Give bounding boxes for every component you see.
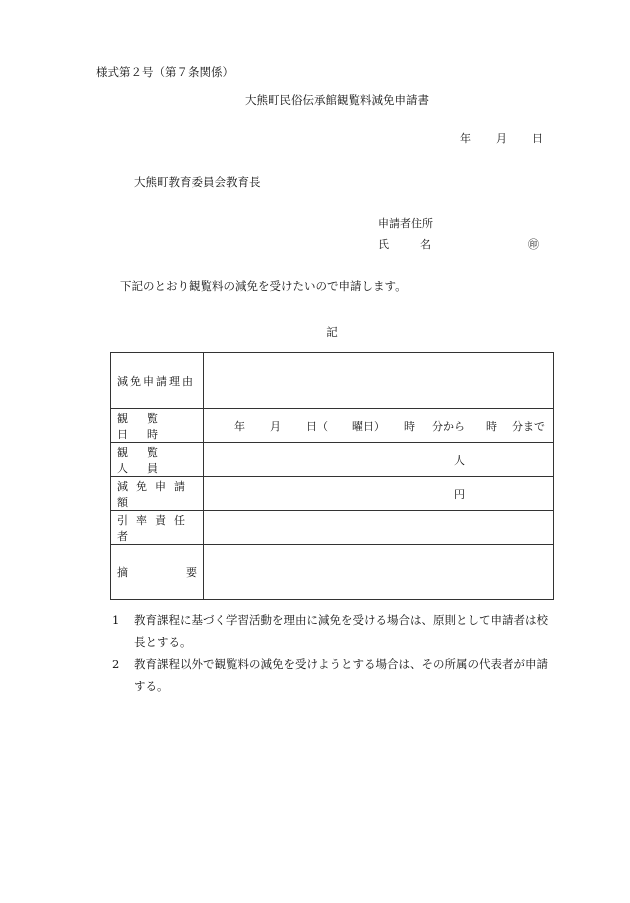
- amount-row: [111, 477, 554, 511]
- applicant-name-label: [378, 236, 431, 252]
- reason-field[interactable]: [204, 353, 554, 409]
- summary-label-cell: [111, 545, 204, 600]
- note-text: 教育課程以外で観覧料の減免を受けようとする場合は、その所属の代表者が申請する。: [134, 657, 548, 693]
- leader-row: [111, 511, 554, 545]
- reason-row: [111, 353, 554, 409]
- viewing-datetime-label: 観覧日時: [117, 411, 177, 441]
- note-text: 教育課程に基づく学習活動を理由に減免を受ける場合は、原則として申請者は校長とする。: [134, 613, 548, 649]
- leader-field[interactable]: [204, 511, 554, 545]
- note-number: 2: [112, 657, 120, 671]
- note-item: [112, 609, 558, 653]
- summary-label: [111, 564, 203, 580]
- note-number: 1: [112, 613, 120, 627]
- viewing-datetime-label-cell: [111, 409, 204, 443]
- dt-minute-to: 分まで: [512, 419, 545, 433]
- note-item: [112, 653, 558, 697]
- yen-unit: 円: [454, 487, 465, 501]
- amount-field[interactable]: [204, 477, 554, 511]
- reason-label-cell: [111, 353, 204, 409]
- viewing-datetime-row: [111, 409, 554, 443]
- summary-row: [111, 545, 554, 600]
- form-number: 様式第２号（第７条関係）: [96, 65, 234, 79]
- dt-hour-to: 時: [486, 419, 497, 433]
- leader-label: 引率責任者: [117, 513, 193, 543]
- amount-label-cell: [111, 477, 204, 511]
- reason-label: 減免申請理由: [117, 374, 195, 388]
- viewers-label-cell: [111, 443, 204, 477]
- viewers-row: [111, 443, 554, 477]
- name-label-char-1: 氏: [378, 238, 389, 251]
- date-year-label: 年: [460, 132, 471, 145]
- dt-hour-from: 時: [404, 419, 415, 433]
- notes: [112, 609, 558, 697]
- summary-field[interactable]: [204, 545, 554, 600]
- summary-label-char-1: 摘: [117, 566, 128, 579]
- people-unit: 人: [454, 453, 465, 467]
- viewers-label: 観覧人員: [117, 445, 177, 475]
- applicant-address-label: 申請者住所: [378, 217, 433, 230]
- amount-label: 減免申請額: [117, 479, 193, 509]
- addressee: 大熊町教育委員会教育長: [134, 175, 261, 189]
- dt-weekday: 曜日）: [352, 419, 385, 433]
- seal-mark: ㊞: [528, 238, 539, 251]
- name-label-char-2: 名: [420, 238, 431, 251]
- summary-label-char-2: 要: [186, 566, 197, 579]
- dt-minute-from: 分から: [432, 419, 465, 433]
- application-table: [110, 352, 554, 600]
- document-title: 大熊町民俗伝承館観覧料減免申請書: [245, 93, 429, 107]
- viewing-datetime-field[interactable]: [204, 409, 554, 443]
- dt-year: 年: [234, 419, 245, 433]
- date-day-label: 日: [532, 132, 543, 145]
- ki-heading: 記: [326, 325, 338, 339]
- intro-sentence: 下記のとおり観覧料の減免を受けたいので申請します。: [120, 279, 407, 293]
- leader-label-cell: [111, 511, 204, 545]
- date-month-label: 月: [496, 132, 507, 145]
- dt-month: 月: [270, 419, 281, 433]
- dt-day: 日（: [306, 419, 328, 433]
- viewers-field[interactable]: [204, 443, 554, 477]
